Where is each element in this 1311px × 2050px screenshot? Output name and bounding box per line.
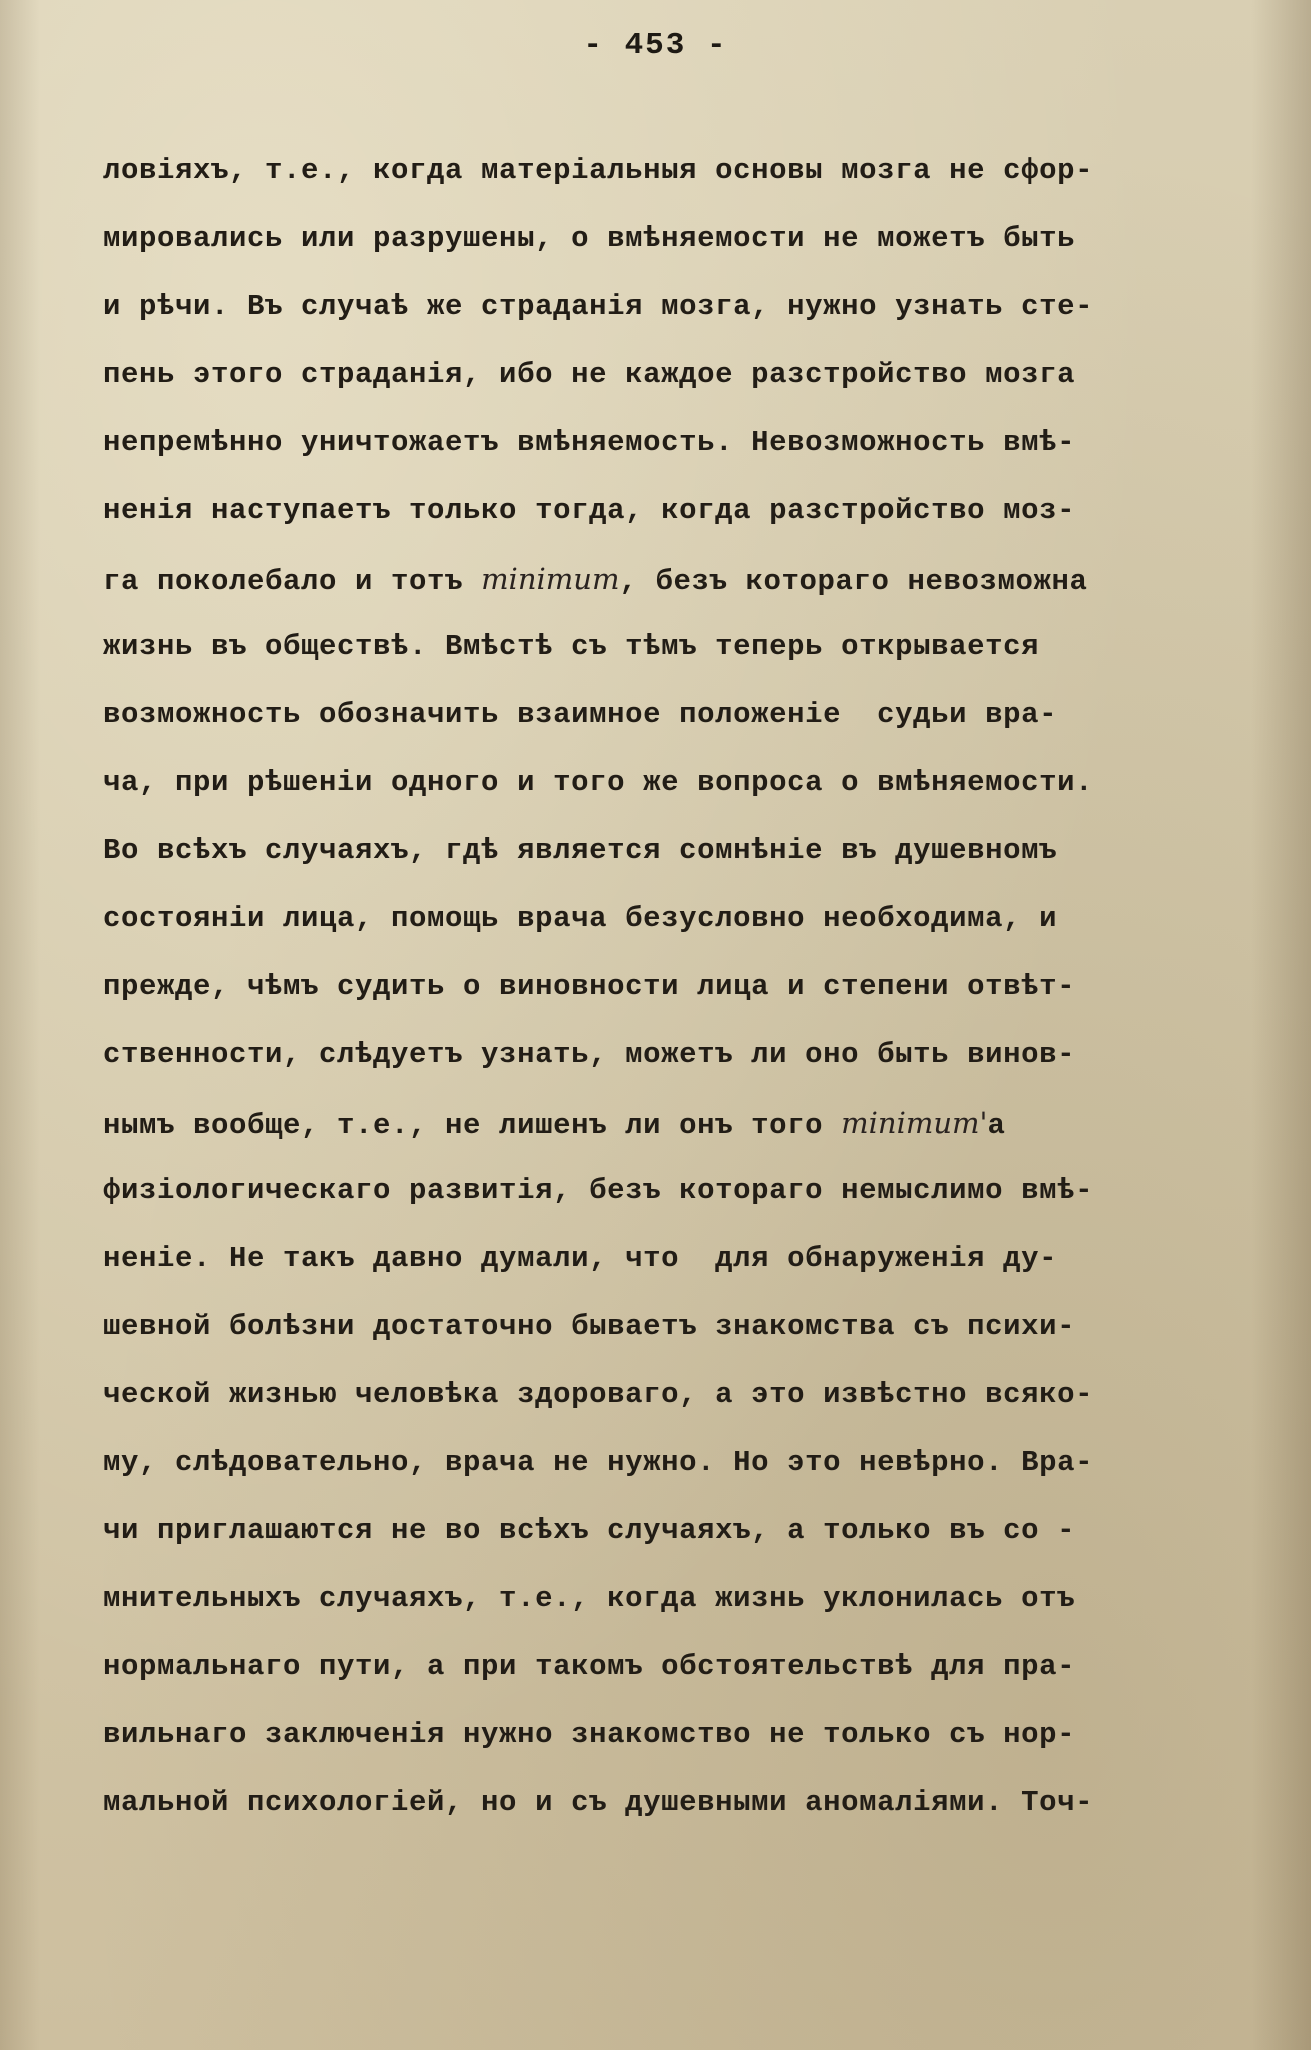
text-line-20: му, слѣдовательно, врача не нужно. Но это невѣрно. Вра- <box>103 1446 1094 1479</box>
body-text <box>103 137 1253 1837</box>
text-line-24: вильнаго заключенія нужно знакомство не только съ нор- <box>103 1718 1076 1751</box>
text-line-17: неніе. Не такъ давно думали, что для обнаруженія ду- <box>103 1242 1058 1275</box>
text-line-13: прежде, чѣмъ судить о виновности лица и степени отвѣт- <box>103 970 1076 1003</box>
text-line-8: жизнь въ обществѣ. Вмѣстѣ съ тѣмъ теперь открывается <box>103 630 1040 663</box>
text-line-2: мировались или разрушены, о вмѣняемости не можетъ быть <box>103 222 1076 255</box>
text-line-5: непремѣнно уничтожаетъ вмѣняемость. Невозможность вмѣ- <box>103 426 1076 459</box>
text-line-4: пень этого страданія, ибо не каждое разстройство мозга <box>103 358 1076 391</box>
page-edge-shadow-right <box>1251 0 1311 2050</box>
text-line-21: чи приглашаются не во всѣхъ случаяхъ, а только въ со - <box>103 1514 1076 1547</box>
text-line-10: ча, при рѣшеніи одного и того же вопроса о вмѣняемости. <box>103 766 1094 799</box>
text-line-18: шевной болѣзни достаточно бываетъ знакомства съ психи- <box>103 1310 1076 1343</box>
handwritten-word-minimum: minimum <box>481 562 620 596</box>
handwritten-word-minimum-2: minimum' <box>841 1106 988 1140</box>
text-line-22: мнительныхъ случаяхъ, т.е., когда жизнь уклонилась отъ <box>103 1582 1076 1615</box>
text-line-23: нормальнаго пути, а при такомъ обстоятельствѣ для пра- <box>103 1650 1076 1683</box>
text-line-1: ловіяхъ, т.е., когда матеріальныя основы мозга не сфор- <box>103 154 1094 187</box>
text-line-12: состояніи лица, помощь врача безусловно необходима, и <box>103 902 1058 935</box>
text-line-3: и рѣчи. Въ случаѣ же страданія мозга, нужно узнать сте- <box>103 290 1094 323</box>
text-line-15-before: нымъ вообще, т.е., не лишенъ ли онъ того <box>103 1109 842 1142</box>
text-line-25: мальной психологіей, но и съ душевными аномаліями. Точ- <box>103 1786 1094 1819</box>
text-line-14: ственности, слѣдуетъ узнать, можетъ ли оно быть винов- <box>103 1038 1076 1071</box>
page-number: - 453 - <box>583 28 728 63</box>
text-line-7-before: га поколебало и тотъ <box>103 565 482 598</box>
text-line-16: физіологическаго развитія, безъ котораго немыслимо вмѣ- <box>103 1174 1094 1207</box>
text-line-7 <box>103 545 1253 613</box>
text-line-9: возможность обозначить взаимное положеніе судьи вра- <box>103 698 1058 731</box>
text-line-6: ненія наступаетъ только тогда, когда разстройство моз- <box>103 494 1076 527</box>
text-line-15-after: a <box>987 1109 1006 1142</box>
text-line-19: ческой жизнью человѣка здороваго, а это извѣстно всяко- <box>103 1378 1094 1411</box>
page-edge-shadow-left <box>0 0 40 2050</box>
text-line-11: Во всѣхъ случаяхъ, гдѣ является сомнѣніе въ душевномъ <box>103 834 1058 867</box>
text-line-15 <box>103 1089 1253 1157</box>
text-line-7-after: , безъ котораго невозможна <box>619 565 1088 598</box>
